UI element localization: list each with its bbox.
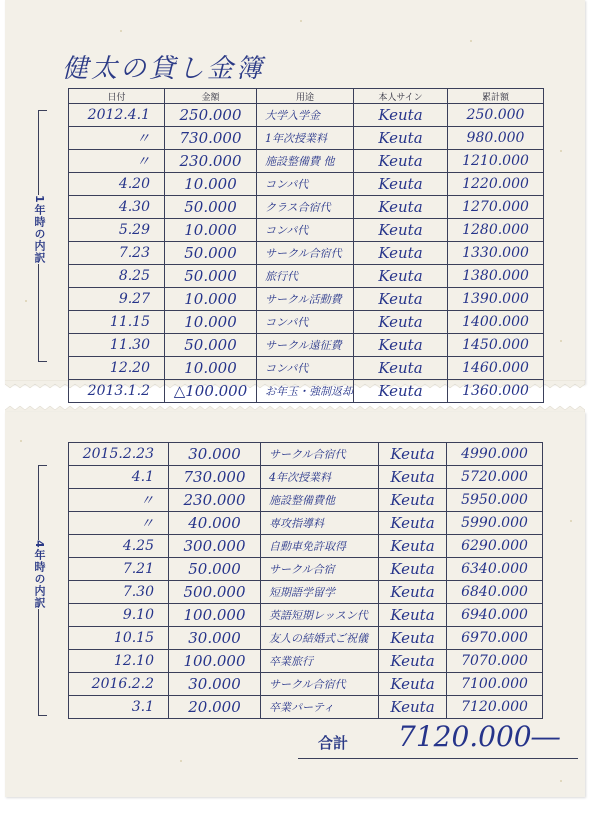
cell-date: 2016.2.2: [69, 673, 169, 696]
cell-date: 3.1: [69, 696, 169, 719]
header-sign: 本人サイン: [354, 89, 448, 104]
cell-sign: Keuta: [354, 288, 448, 311]
cell-total: 1380.000: [448, 265, 544, 288]
cell-amount: 30.000: [169, 627, 261, 650]
cell-amount: 20.000: [169, 696, 261, 719]
cell-amount: 100.000: [169, 604, 261, 627]
table-row: [69, 311, 544, 334]
cell-sign: Keuta: [354, 150, 448, 173]
cell-total: 1210.000: [448, 150, 544, 173]
cell-sign: Keuta: [379, 627, 447, 650]
cell-sign: Keuta: [354, 380, 448, 403]
cell-use: コンパ代: [257, 357, 354, 380]
cell-use: 旅行代: [257, 265, 354, 288]
sum-label: 合計: [318, 734, 349, 752]
cell-amount: 50.000: [169, 558, 261, 581]
cell-amount: 50.000: [165, 334, 257, 357]
cell-date: 9.27: [69, 288, 165, 311]
cell-sign: Keuta: [354, 242, 448, 265]
cell-date: 10.15: [69, 627, 169, 650]
table-row: [69, 650, 543, 673]
header-row: [69, 89, 544, 104]
cell-amount: 30.000: [169, 673, 261, 696]
cell-sign: Keuta: [379, 535, 447, 558]
cell-date: 12.20: [69, 357, 165, 380]
table-row: [69, 604, 543, 627]
cell-sign: Keuta: [379, 604, 447, 627]
sum-underline: [298, 758, 578, 759]
table-row: [69, 334, 544, 357]
cell-use: コンパ代: [257, 311, 354, 334]
cell-sign: Keuta: [354, 334, 448, 357]
cell-sign: Keuta: [379, 466, 447, 489]
header-total: 累計額: [448, 89, 544, 104]
cell-use: 卒業パーティ: [261, 696, 379, 719]
cell-date: 9.10: [69, 604, 169, 627]
table-row: [69, 443, 543, 466]
cell-amount: △100.000: [165, 380, 257, 403]
cell-use: コンパ代: [257, 219, 354, 242]
cell-amount: 50.000: [165, 196, 257, 219]
cell-date: 4.30: [69, 196, 165, 219]
cell-date: 7.21: [69, 558, 169, 581]
cell-date: 11.15: [69, 311, 165, 334]
cell-date: 〃: [69, 150, 165, 173]
cell-sign: Keuta: [379, 581, 447, 604]
cell-use: お年玉・強制返却: [257, 380, 354, 403]
cell-amount: 10.000: [165, 173, 257, 196]
table-row: [69, 581, 543, 604]
cell-sign: Keuta: [379, 650, 447, 673]
cell-total: 1280.000: [448, 219, 544, 242]
cell-date: 2012.4.1: [69, 104, 165, 127]
cell-date: 7.30: [69, 581, 169, 604]
cell-date: 4.20: [69, 173, 165, 196]
cell-use: サークル遠征費: [257, 334, 354, 357]
cell-total: 7070.000: [447, 650, 543, 673]
ledger-table-top: [68, 88, 544, 403]
sum-value: 7120.000―: [398, 720, 560, 753]
cell-use: 英語短期レッスン代: [261, 604, 379, 627]
cell-use: サークル活動費: [257, 288, 354, 311]
cell-sign: Keuta: [379, 489, 447, 512]
cell-use: 卒業旅行: [261, 650, 379, 673]
table-row: [69, 265, 544, 288]
table-row: [69, 466, 543, 489]
table-row: [69, 535, 543, 558]
table-row: [69, 196, 544, 219]
cell-amount: 50.000: [165, 242, 257, 265]
cell-amount: 50.000: [165, 265, 257, 288]
cell-date: 〃: [69, 127, 165, 150]
cell-total: 5950.000: [447, 489, 543, 512]
cell-use: 4年次授業料: [261, 466, 379, 489]
cell-amount: 230.000: [169, 489, 261, 512]
section-label-1: 1年時の内訳: [33, 195, 46, 264]
ledger-rows-bottom: [69, 443, 543, 719]
cell-date: 〃: [69, 512, 169, 535]
cell-use: クラス合宿代: [257, 196, 354, 219]
cell-amount: 250.000: [165, 104, 257, 127]
cell-amount: 730.000: [165, 127, 257, 150]
table-row: [69, 242, 544, 265]
cell-amount: 730.000: [169, 466, 261, 489]
cell-sign: Keuta: [354, 173, 448, 196]
cell-date: 12.10: [69, 650, 169, 673]
cell-total: 5720.000: [447, 466, 543, 489]
cell-total: 6970.000: [447, 627, 543, 650]
cell-amount: 40.000: [169, 512, 261, 535]
cell-total: 4990.000: [447, 443, 543, 466]
cell-total: 1460.000: [448, 357, 544, 380]
cell-total: 6940.000: [447, 604, 543, 627]
table-row: [69, 357, 544, 380]
cell-total: 1220.000: [448, 173, 544, 196]
ledger-title: 健太の貸し金簿: [62, 54, 266, 84]
table-row: [69, 558, 543, 581]
cell-amount: 10.000: [165, 311, 257, 334]
cell-total: 1400.000: [448, 311, 544, 334]
cell-date: 2015.2.23: [69, 443, 169, 466]
cell-date: 〃: [69, 489, 169, 512]
cell-total: 1360.000: [448, 380, 544, 403]
cell-use: 大学入学金: [257, 104, 354, 127]
table-row: [69, 673, 543, 696]
cell-total: 6290.000: [447, 535, 543, 558]
cell-amount: 300.000: [169, 535, 261, 558]
table-row: [69, 380, 544, 403]
cell-sign: Keuta: [354, 104, 448, 127]
cell-use: サークル合宿代: [257, 242, 354, 265]
cell-sign: Keuta: [379, 512, 447, 535]
section-label-2: 4年時の内訳: [33, 540, 46, 609]
table-row: [69, 104, 544, 127]
table-row: [69, 512, 543, 535]
cell-sign: Keuta: [354, 311, 448, 334]
cell-sign: Keuta: [379, 443, 447, 466]
cell-date: 11.30: [69, 334, 165, 357]
cell-sign: Keuta: [354, 127, 448, 150]
ledger-rows-top: [69, 104, 544, 403]
cell-use: 友人の結婚式ご祝儀: [261, 627, 379, 650]
cell-total: 7120.000: [447, 696, 543, 719]
cell-date: 8.25: [69, 265, 165, 288]
cell-date: 4.1: [69, 466, 169, 489]
cell-date: 5.29: [69, 219, 165, 242]
cell-sign: Keuta: [379, 696, 447, 719]
cell-use: サークル合宿代: [261, 673, 379, 696]
cell-sign: Keuta: [379, 558, 447, 581]
cell-amount: 100.000: [169, 650, 261, 673]
cell-use: サークル合宿: [261, 558, 379, 581]
cell-use: 自動車免許取得: [261, 535, 379, 558]
cell-total: 1330.000: [448, 242, 544, 265]
table-row: [69, 150, 544, 173]
table-row: [69, 127, 544, 150]
cell-use: 短期語学留学: [261, 581, 379, 604]
cell-use: 専攻指導料: [261, 512, 379, 535]
cell-sign: Keuta: [354, 196, 448, 219]
cell-sign: Keuta: [379, 673, 447, 696]
cell-amount: 30.000: [169, 443, 261, 466]
cell-use: コンパ代: [257, 173, 354, 196]
cell-amount: 10.000: [165, 219, 257, 242]
cell-total: 1390.000: [448, 288, 544, 311]
cell-amount: 10.000: [165, 288, 257, 311]
ledger-table-bottom: [68, 442, 543, 719]
table-row: [69, 489, 543, 512]
cell-total: 7100.000: [447, 673, 543, 696]
cell-use: 1年次授業料: [257, 127, 354, 150]
header-amount: 金額: [165, 89, 257, 104]
cell-date: 2013.1.2: [69, 380, 165, 403]
table-row: [69, 696, 543, 719]
cell-total: 5990.000: [447, 512, 543, 535]
table-row: [69, 627, 543, 650]
cell-sign: Keuta: [354, 265, 448, 288]
cell-date: 4.25: [69, 535, 169, 558]
cell-use: 施設整備費他: [261, 489, 379, 512]
header-use: 用途: [257, 89, 354, 104]
cell-date: 7.23: [69, 242, 165, 265]
cell-total: 6340.000: [447, 558, 543, 581]
cell-total: 1450.000: [448, 334, 544, 357]
cell-amount: 500.000: [169, 581, 261, 604]
cell-amount: 10.000: [165, 357, 257, 380]
cell-total: 980.000: [448, 127, 544, 150]
cell-total: 250.000: [448, 104, 544, 127]
cell-amount: 230.000: [165, 150, 257, 173]
table-row: [69, 173, 544, 196]
header-date: 日付: [69, 89, 165, 104]
cell-use: 施設整備費 他: [257, 150, 354, 173]
cell-sign: Keuta: [354, 357, 448, 380]
cell-sign: Keuta: [354, 219, 448, 242]
cell-total: 1270.000: [448, 196, 544, 219]
table-row: [69, 219, 544, 242]
cell-total: 6840.000: [447, 581, 543, 604]
table-row: [69, 288, 544, 311]
cell-use: サークル合宿代: [261, 443, 379, 466]
